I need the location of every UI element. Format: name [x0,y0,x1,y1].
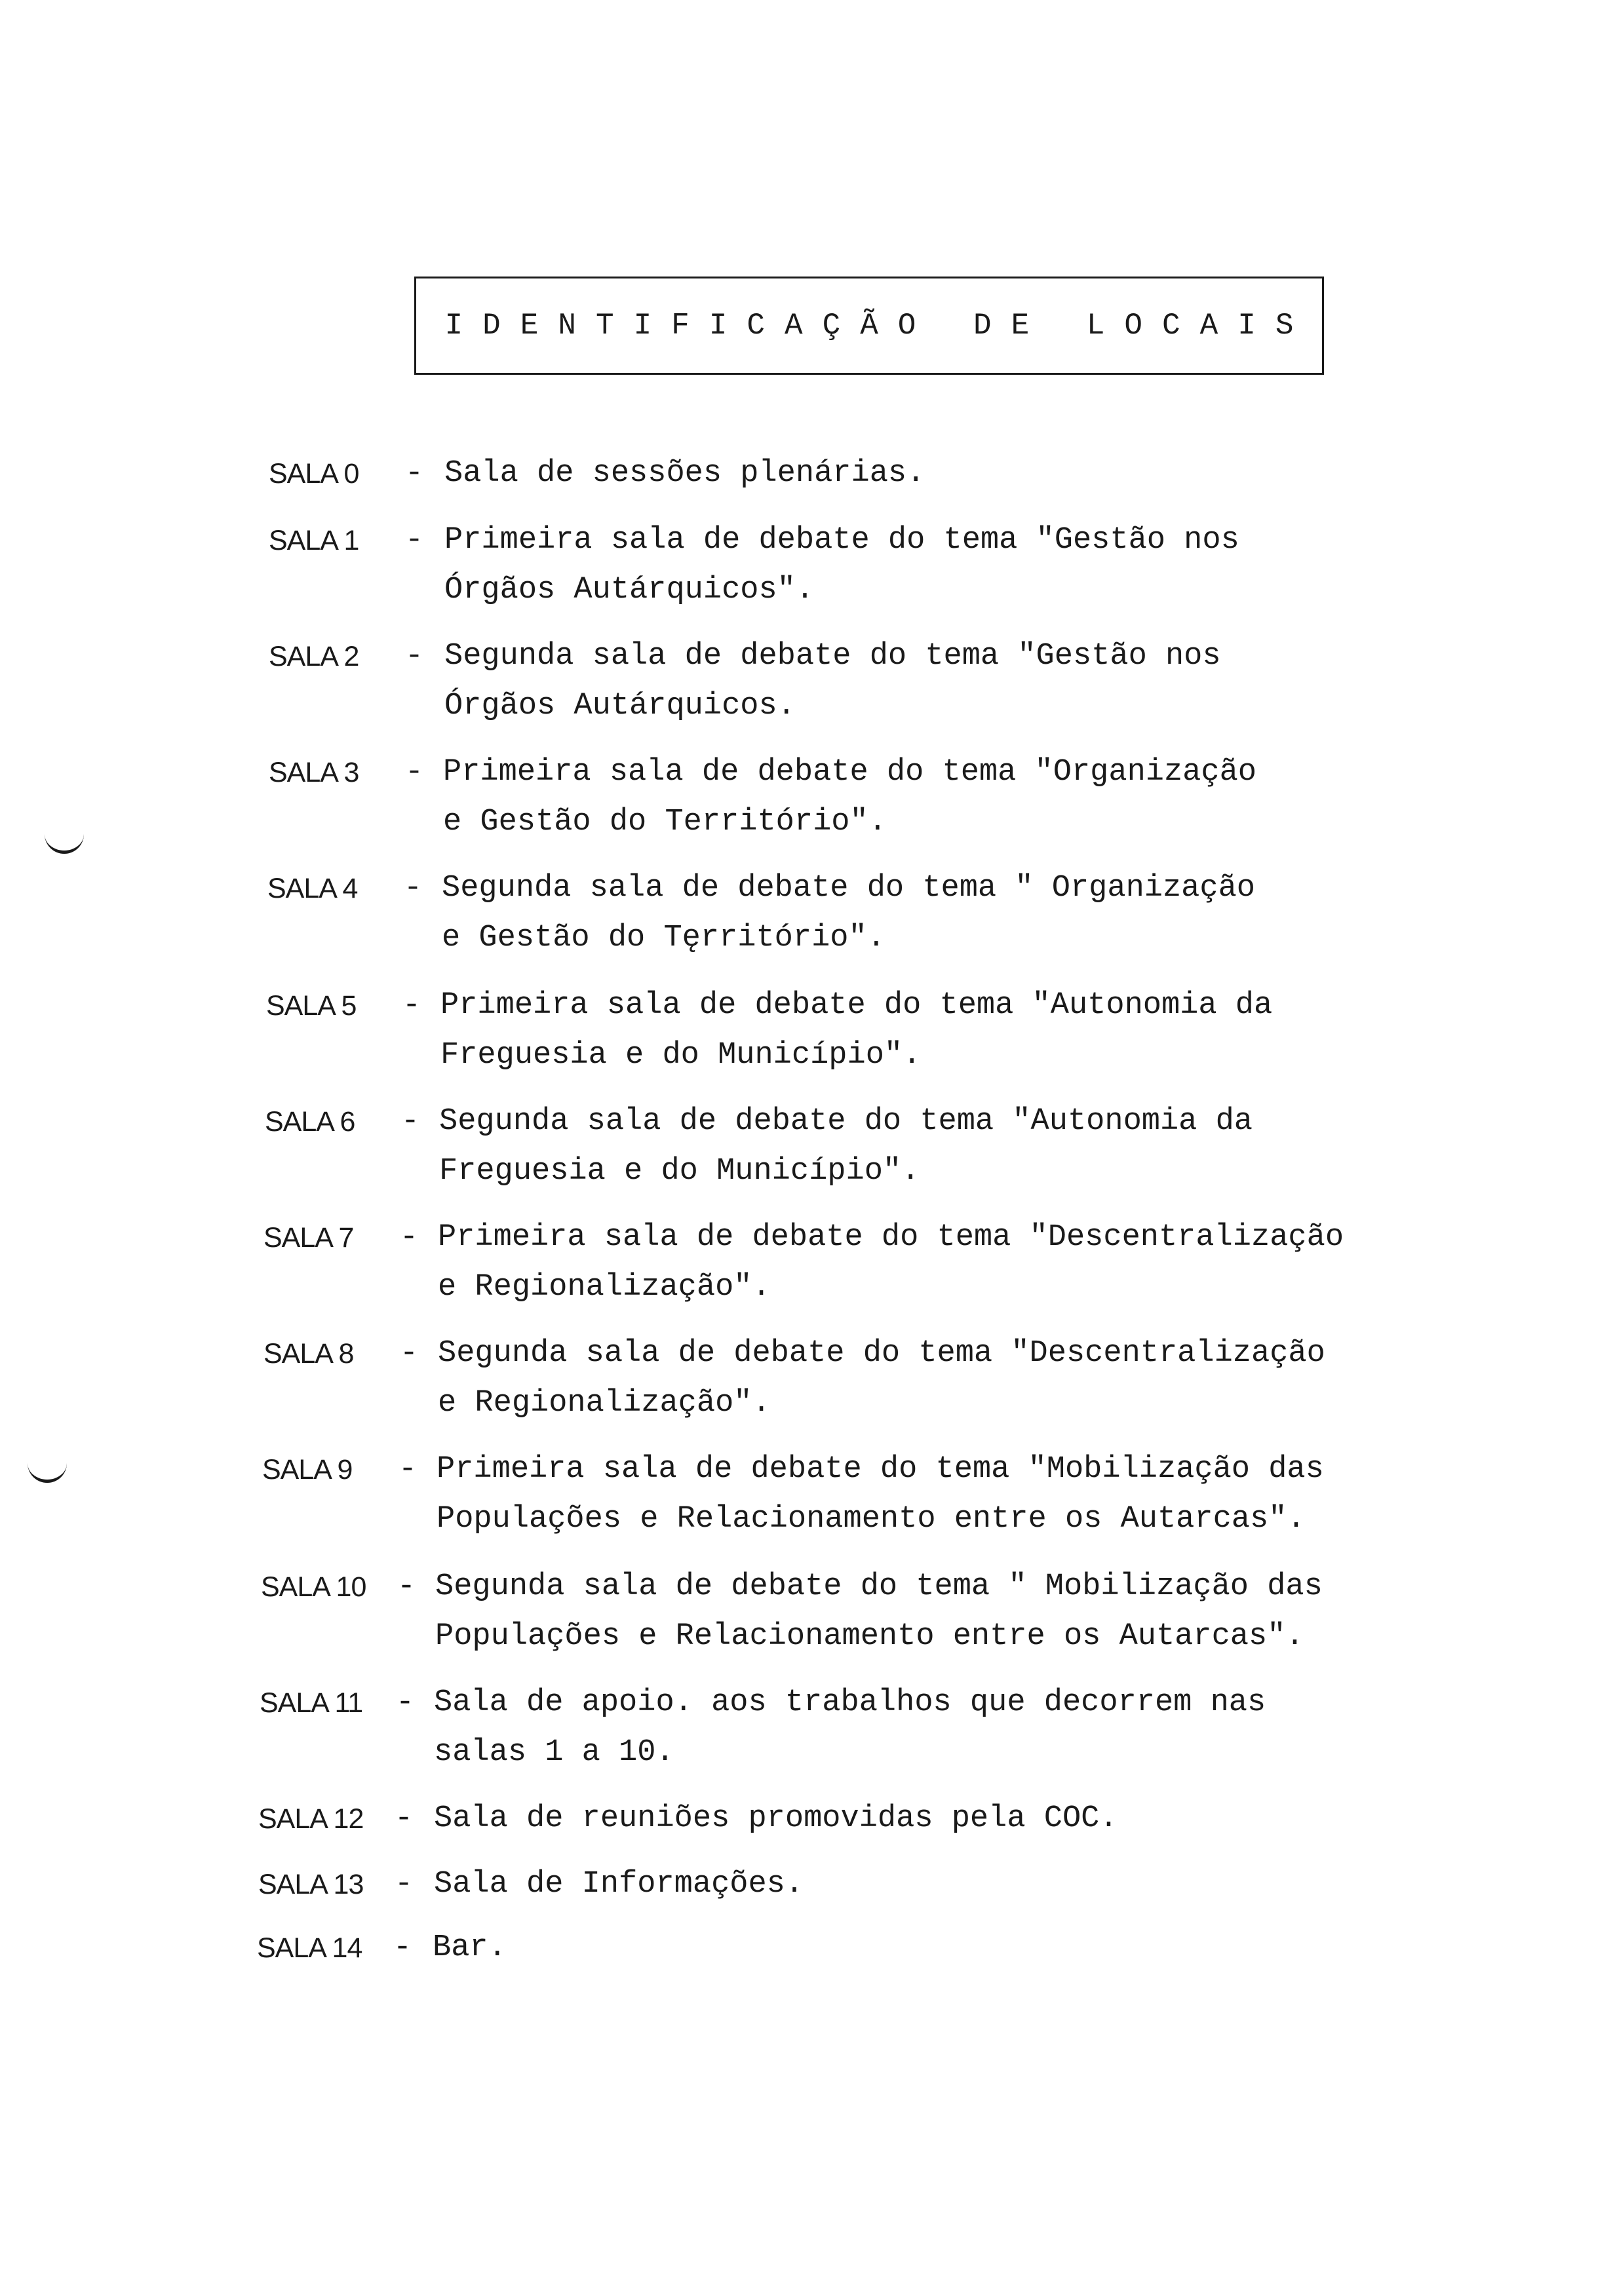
room-description [444,632,1221,731]
description-line: Populações e Relacionamento entre os Autarcas". [437,1502,1306,1537]
room-label: SALA 10 [261,1571,366,1603]
room-label: SALA 7 [263,1222,354,1253]
description-line: Primeira sala de debate do tema "Mobilização das [437,1452,1324,1487]
description-line: e Regionalização". [438,1386,771,1421]
description-line: Segunda sala de debate do tema "Autonomia da [439,1104,1253,1139]
description-line: e Regionalização". [438,1270,771,1305]
room-label: SALA 0 [269,458,359,489]
room-description [443,748,1256,847]
binding-mark [28,1460,67,1483]
description-line: Órgãos Autárquicos". [444,573,815,607]
room-dash: - [397,1569,416,1604]
room-label: SALA 13 [258,1869,364,1900]
description-line: e Gestão do Tęrritório". [442,921,885,955]
room-description [434,1794,1118,1844]
room-description [438,1213,1344,1312]
room-label: SALA 11 [260,1687,363,1719]
room-label: SALA 3 [269,757,359,788]
page-title: IDENTIFICAÇÃO DE LOCAIS [444,309,1313,343]
room-description [433,1923,507,1973]
room-description [439,1097,1253,1196]
description-line: Órgãos Autárquicos. [444,689,796,723]
room-label: SALA 8 [263,1338,354,1369]
room-dash: - [403,871,423,906]
room-description [435,1562,1323,1662]
room-label: SALA 12 [258,1803,364,1835]
room-dash: - [404,639,424,674]
room-description [442,864,1255,963]
description-line: e Gestão do Território". [443,805,887,839]
description-line: Segunda sala de debate do tema "Descentralização [438,1336,1325,1371]
room-description [438,1329,1325,1428]
room-dash: - [394,1867,414,1902]
room-dash: - [402,988,421,1023]
room-dash: - [404,755,424,790]
room-description [434,1678,1266,1778]
description-line: Populações e Relacionamento entre os Autarcas". [435,1619,1304,1654]
description-line: Sala de apoio. aos trabalhos que decorrem nas [434,1685,1266,1720]
room-dash: - [393,1930,412,1965]
room-description [437,1445,1324,1544]
description-line: Primeira sala de debate do tema "Autonomia da [440,988,1273,1023]
description-line: Sala de sessões plenárias. [444,456,925,491]
room-label: SALA 4 [267,873,358,904]
description-line: Freguesia e do Município". [439,1154,920,1189]
binding-mark [45,831,84,854]
room-dash: - [400,1104,420,1139]
description-line: Segunda sala de debate do tema "Gestão nos [444,639,1221,674]
description-line: Freguesia e do Município". [440,1038,922,1073]
room-description [444,449,925,499]
room-label: SALA 2 [269,641,359,672]
description-line: Sala de Informações. [434,1867,804,1902]
room-dash: - [398,1452,418,1487]
room-label: SALA 14 [257,1932,362,1964]
room-label: SALA 9 [262,1454,353,1485]
room-dash: - [404,456,424,491]
room-dash: - [399,1220,419,1255]
room-description [444,516,1239,615]
description-line: Segunda sala de debate do tema " Organização [442,871,1256,906]
room-dash: - [395,1685,415,1720]
room-label: SALA 6 [265,1106,355,1138]
description-line: Primeira sala de debate do tema "Descentralização [438,1220,1344,1255]
description-line: Primeira sala de debate do tema "Gestão nos [444,523,1239,558]
description-line: Segunda sala de debate do tema " Mobilização das [435,1569,1323,1604]
room-description [434,1860,804,1909]
room-dash: - [404,523,424,558]
title-box [414,277,1324,375]
description-line: salas 1 a 10. [434,1735,674,1770]
description-line: Primeira sala de debate do tema "Organização [443,755,1257,790]
room-dash: - [399,1336,419,1371]
description-line: Sala de reuniões promovidas pela COC. [434,1801,1118,1836]
room-description [440,981,1272,1081]
room-label: SALA 1 [269,525,359,556]
description-line: Bar. [433,1930,507,1965]
room-label: SALA 5 [266,990,357,1022]
room-dash: - [394,1801,414,1836]
